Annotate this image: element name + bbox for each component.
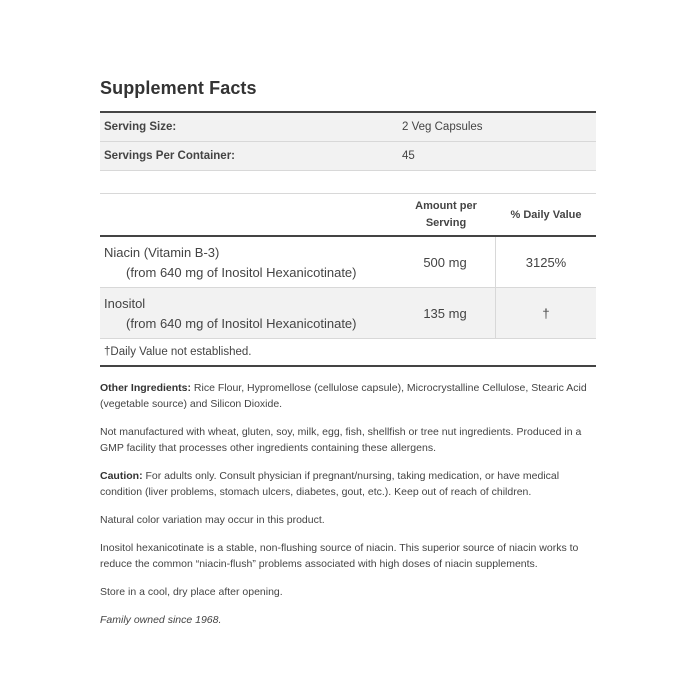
- amount-per-serving-header: [396, 194, 496, 235]
- amount-header-line2: Serving: [425, 216, 467, 229]
- serving-size-row: [100, 113, 596, 142]
- nutrient-daily-value: †: [495, 288, 596, 338]
- caution-text: For adults only. Consult physician if pregnant/nursing, taking medication, or have medical condition (liver problems, stomach ulcers, diabetes, gout, etc.). Keep out of reach of children.: [100, 470, 560, 498]
- other-ingredients-paragraph: [100, 380, 600, 412]
- daily-value-header: % Daily Value: [510, 208, 582, 221]
- other-ingredients-text: Rice Flour, Hypromellose (cellulose capsule), Microcrystalline Cellulose, Stearic Acid (vegetable source) and Silicon Dioxide.: [100, 382, 587, 410]
- nutrient-name-cell: [100, 288, 395, 338]
- serving-size-label: Serving Size:: [104, 121, 177, 133]
- nutrient-amount: 500 mg: [423, 254, 467, 270]
- servings-per-container-row: [100, 142, 596, 171]
- column-header-row: [100, 194, 596, 237]
- nutrient-name-cell: [100, 237, 395, 287]
- nutrient-row-inositol: [100, 288, 596, 339]
- nutrient-amount: 135 mg: [423, 305, 467, 321]
- nutrient-name: Niacin (Vitamin B-3): [104, 245, 220, 260]
- table-spacer: [100, 171, 596, 194]
- caution-paragraph: [100, 468, 600, 500]
- nutrient-detail: (from 640 mg of Inositol Hexanicotinate): [126, 265, 357, 280]
- storage-instructions: Store in a cool, dry place after opening.: [100, 586, 283, 598]
- amount-header-line1: Amount per: [415, 199, 477, 212]
- panel-title: Supplement Facts: [100, 78, 257, 98]
- header-blank: [100, 194, 396, 235]
- servings-per-container-label: Servings Per Container:: [104, 150, 236, 162]
- supplement-facts-panel: [100, 78, 596, 367]
- allergen-statement: Not manufactured with wheat, gluten, soy, milk, egg, fish, shellfish or tree nut ingredients. Produced in a GMP facility that processes other ingredients containing these allergens.: [100, 426, 582, 454]
- nutrient-daily-value: 3125%: [495, 237, 596, 287]
- servings-per-container-value: 45: [402, 150, 415, 162]
- company-tagline: Family owned since 1968.: [100, 614, 222, 626]
- product-notes: [100, 380, 600, 640]
- nutrient-name: Inositol: [104, 296, 146, 311]
- daily-value-footnote: †Daily Value not established.: [100, 339, 596, 367]
- nutrient-row-niacin: [100, 237, 596, 288]
- other-ingredients-label: Other Ingredients:: [100, 382, 192, 394]
- nutrient-detail: (from 640 mg of Inositol Hexanicotinate): [126, 316, 357, 331]
- product-description: Inositol hexanicotinate is a stable, non-flushing source of niacin. This superior source of niacin works to reduce the common “niacin-flush” problems associated with high doses of niacin supplements.: [100, 542, 579, 570]
- caution-label: Caution:: [100, 470, 143, 482]
- serving-size-value: 2 Veg Capsules: [402, 121, 483, 133]
- color-variation-note: Natural color variation may occur in this product.: [100, 514, 325, 526]
